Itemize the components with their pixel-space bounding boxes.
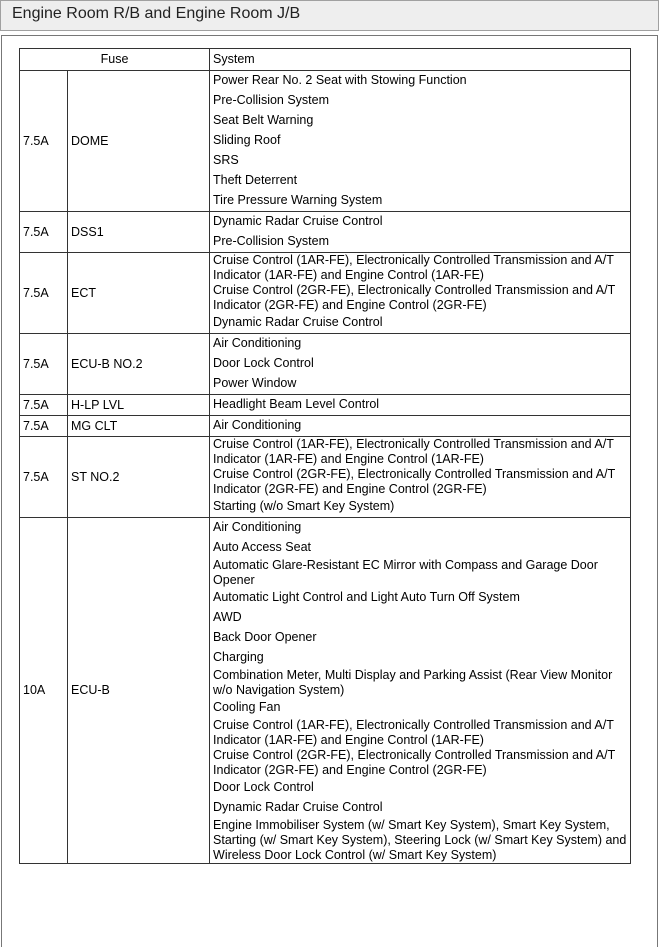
system-entry: Sliding Roof xyxy=(213,133,281,147)
table-row xyxy=(20,212,631,253)
system-entry: Power Window xyxy=(213,376,297,390)
system-entry: Charging xyxy=(213,650,264,664)
table-row xyxy=(20,253,631,334)
system-entry: Air Conditioning xyxy=(213,520,302,534)
page-title: Engine Room R/B and Engine Room J/B xyxy=(12,5,301,22)
system-entry: Cruise Control (2GR-FE), Electronically Controlled Transmission and A/T Indicator (2GR-FE) and Engine Control (2GR-FE) xyxy=(213,467,616,496)
system-cell xyxy=(210,416,631,437)
fuse-rating-cell: 7.5A xyxy=(20,437,68,518)
fuse-rating-cell: 7.5A xyxy=(20,334,68,395)
system-entry: Cooling Fan xyxy=(213,700,281,714)
header-bar xyxy=(0,0,659,31)
system-cell xyxy=(210,395,631,416)
table-row xyxy=(20,71,631,212)
column-header-fuse: Fuse xyxy=(20,49,210,71)
system-entry: Dynamic Radar Cruise Control xyxy=(213,214,383,228)
fuse-name-cell: ECU-B NO.2 xyxy=(68,334,210,395)
system-entry: Pre-Collision System xyxy=(213,234,330,248)
column-header-system: System xyxy=(210,49,631,71)
system-entry: Dynamic Radar Cruise Control xyxy=(213,800,383,814)
system-cell xyxy=(210,212,631,253)
fuse-name-cell: ST NO.2 xyxy=(68,437,210,518)
system-entry: Air Conditioning xyxy=(213,336,302,350)
fuse-rating-cell: 7.5A xyxy=(20,71,68,212)
system-cell xyxy=(210,334,631,395)
table-row xyxy=(20,395,631,416)
fuse-name-cell: MG CLT xyxy=(68,416,210,437)
fuse-rating-cell: 10A xyxy=(20,518,68,864)
system-entry: Cruise Control (1AR-FE), Electronically Controlled Transmission and A/T Indicator (1AR-FE) and Engine Control (1AR-FE) xyxy=(213,253,614,282)
system-entry: SRS xyxy=(213,153,239,167)
system-entry: Auto Access Seat xyxy=(213,540,311,554)
system-entry: Back Door Opener xyxy=(213,630,317,644)
system-entry: Cruise Control (2GR-FE), Electronically Controlled Transmission and A/T Indicator (2GR-FE) and Engine Control (2GR-FE) xyxy=(213,283,616,312)
fuse-rating-cell: 7.5A xyxy=(20,253,68,334)
fuse-rating-cell: 7.5A xyxy=(20,212,68,253)
system-entry: Power Rear No. 2 Seat with Stowing Function xyxy=(213,73,467,87)
system-entry: Air Conditioning xyxy=(213,418,302,432)
system-entry: Cruise Control (1AR-FE), Electronically Controlled Transmission and A/T Indicator (1AR-FE) and Engine Control (1AR-FE) xyxy=(213,437,614,466)
system-entry: Automatic Glare-Resistant EC Mirror with Compass and Garage Door Opener xyxy=(213,558,598,587)
table-row xyxy=(20,437,631,518)
fuse-name-cell: H-LP LVL xyxy=(68,395,210,416)
table-row xyxy=(20,334,631,395)
system-entry: Automatic Light Control and Light Auto Turn Off System xyxy=(213,590,520,604)
system-entry: Door Lock Control xyxy=(213,356,314,370)
fuse-table xyxy=(19,48,631,864)
system-entry: Seat Belt Warning xyxy=(213,113,314,127)
system-entry: Door Lock Control xyxy=(213,780,314,794)
system-cell xyxy=(210,437,631,518)
system-entry: Tire Pressure Warning System xyxy=(213,193,383,207)
system-cell xyxy=(210,518,631,864)
system-entry: Cruise Control (1AR-FE), Electronically Controlled Transmission and A/T Indicator (1AR-FE) and Engine Control (1AR-FE) xyxy=(213,718,614,747)
table-header-row xyxy=(20,49,631,71)
table-row xyxy=(20,416,631,437)
system-entry: Dynamic Radar Cruise Control xyxy=(213,315,383,329)
system-entry: Pre-Collision System xyxy=(213,93,330,107)
system-entry: Combination Meter, Multi Display and Parking Assist (Rear View Monitor w/o Navigation System) xyxy=(213,668,613,697)
system-entry: Cruise Control (2GR-FE), Electronically Controlled Transmission and A/T Indicator (2GR-FE) and Engine Control (2GR-FE) xyxy=(213,748,616,777)
system-entry: AWD xyxy=(213,610,242,624)
system-entry: Starting (w/o Smart Key System) xyxy=(213,499,395,513)
fuse-table-body xyxy=(20,71,631,864)
fuse-name-cell: DOME xyxy=(68,71,210,212)
fuse-name-cell: ECT xyxy=(68,253,210,334)
fuse-name-cell: DSS1 xyxy=(68,212,210,253)
system-entry: Engine Immobiliser System (w/ Smart Key System), Smart Key System, Starting (w/ Smart Key System), Steering Lock (w/ Smart Key System) and Wireless Door Lock Control (w/ Smart Key System) xyxy=(213,818,627,862)
system-entry: Theft Deterrent xyxy=(213,173,298,187)
fuse-name-cell: ECU-B xyxy=(68,518,210,864)
system-cell xyxy=(210,253,631,334)
table-row xyxy=(20,518,631,864)
fuse-rating-cell: 7.5A xyxy=(20,395,68,416)
system-cell xyxy=(210,71,631,212)
fuse-rating-cell: 7.5A xyxy=(20,416,68,437)
system-entry: Headlight Beam Level Control xyxy=(213,397,380,411)
